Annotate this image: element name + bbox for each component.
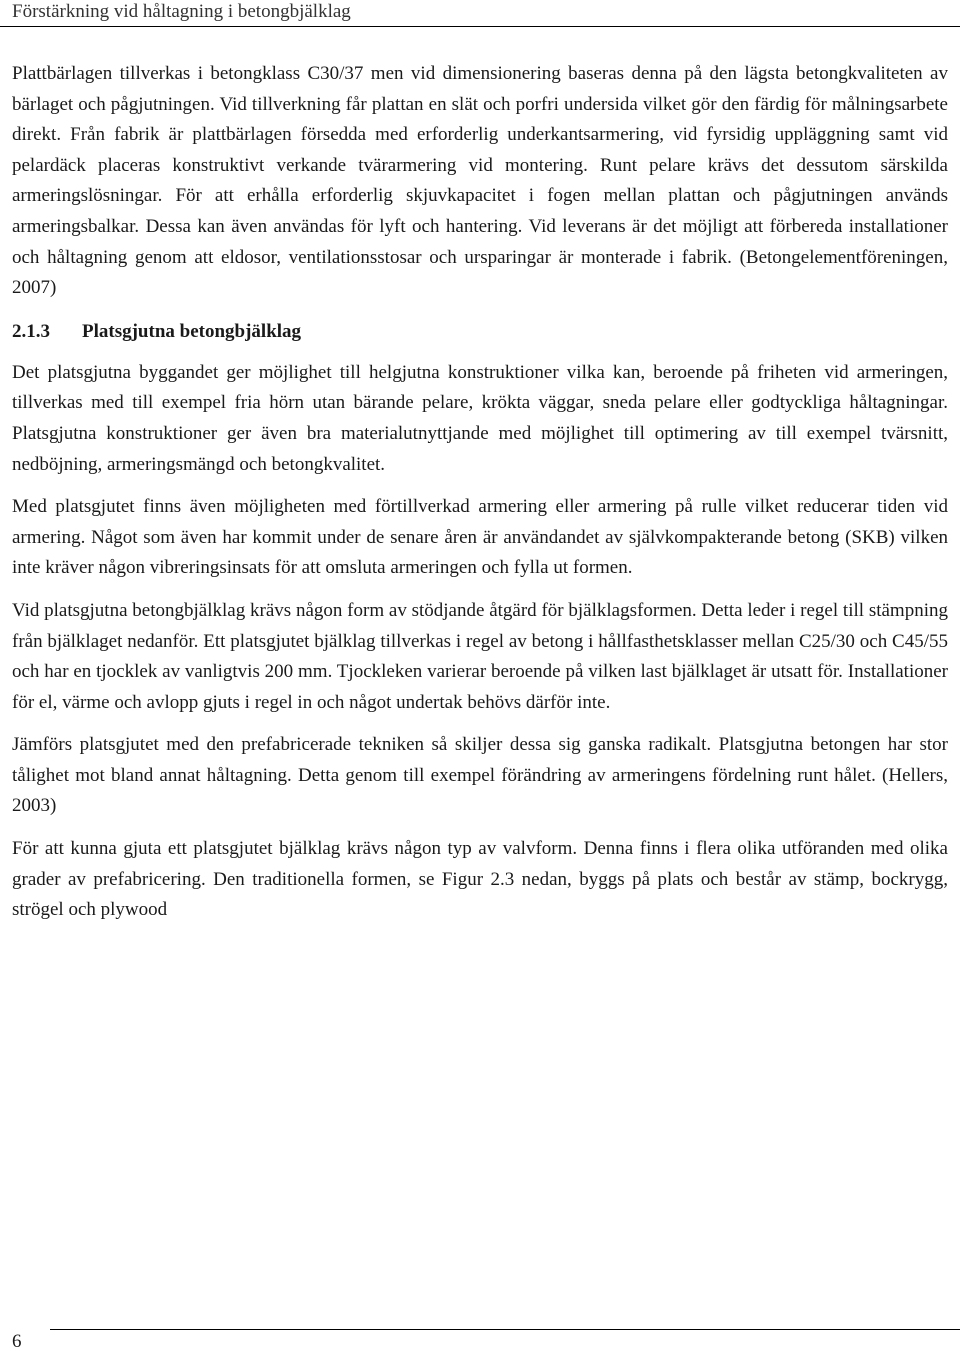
section-title: Platsgjutna betongbjälklag <box>82 320 302 342</box>
paragraph-1: Det platsgjutna byggandet ger möjlighet till helgjutna konstruktioner vilka kan, beroende på friheten vid armeringen, tillverkas med till exempel fria hörn utan bärande pelare, krökta väggar, sneda pelare eller godtyckliga håltagningar. Platsgjutna konstruktioner ger även bra materialutnyttjande med möjlighet till optimering av till exempel tvärsnitt, nedböjning, armeringsmängd och betongkvalitet. <box>12 361 948 475</box>
page-body <box>12 59 948 926</box>
paragraph-5: För att kunna gjuta ett platsgjutet bjälklag krävs någon typ av valvform. Denna finns i flera olika utföranden med olika grader av prefabricering. Den traditionella formen, se Figur 2.3 nedan, byggs på plats och består av stämp, bockrygg, strögel och plywood <box>12 838 948 921</box>
paragraph-3: Vid platsgjutna betongbjälklag krävs någon form av stödjande åtgärd för bjälklagsformen. Detta leder i regel till stämpning från bjälklaget nedanför. Ett platsgjutet bjälklag tillverkas i regel av betong i hållfasthetsklasser mellan C25/30 och C45/55 och har en tjocklek av vanligtvis 200 mm. Tjockleken varierar beroende på vilken last bjälklaget är utsatt för. Installationer för el, värme och avlopp gjuts i regel in och något undertak behövs därför inte. <box>12 599 948 713</box>
header-rule <box>0 26 960 27</box>
footer-rule <box>50 1329 960 1330</box>
section-number: 2.1.3 <box>12 320 50 342</box>
section-heading <box>12 320 948 344</box>
paragraph-2: Med platsgjutet finns även möjligheten med förtillverkad armering eller armering på rulle vilket reducerar tiden vid armering. Något som även har kommit under de senare åren är användandet av självkompakterande betong (SKB) vilken inte kräver någon vibreringsinsats för att omsluta armeringen och fylla ut formen. <box>12 496 948 579</box>
page-number: 6 <box>12 1331 22 1352</box>
paragraph-intro: Plattbärlagen tillverkas i betongklass C30/37 men vid dimensionering baseras denna på den lägsta betongkvaliteten av bärlaget och pågjutningen. Vid tillverkning får plattan en slät och porfri undersida vilket gör den färdig för målningsarbete direkt. Från fabrik är plattbärlagen försedda med erforderlig underkantsarmering, vid fyrsidig uppläggning samt vid pelardäck placeras konstruktivt verkande tvärarmering vid montering. Runt pelare krävs det dessutom särskilda armeringslösningar. För att erhålla erforderlig skjuvkapacitet i fogen mellan plattan och pågjutningen används armeringsbalkar. Dessa kan även användas för lyft och hantering. Vid leverans är det möjligt att förbereda installationer och håltagning genom att eldosor, ventilationsstosar och ursparingar är monterade i fabrik. (Betongelementföreningen, 2007) <box>12 63 948 299</box>
running-header: Förstärkning vid håltagning i betongbjälklag <box>12 1 351 22</box>
paragraph-4: Jämförs platsgjutet med den prefabricerade tekniken så skiljer dessa sig ganska radikalt. Platsgjutna betongen har stor tålighet mot bland annat håltagning. Detta genom till exempel förändring av armeringens fördelning runt hålet. (Hellers, 2003) <box>12 734 948 817</box>
